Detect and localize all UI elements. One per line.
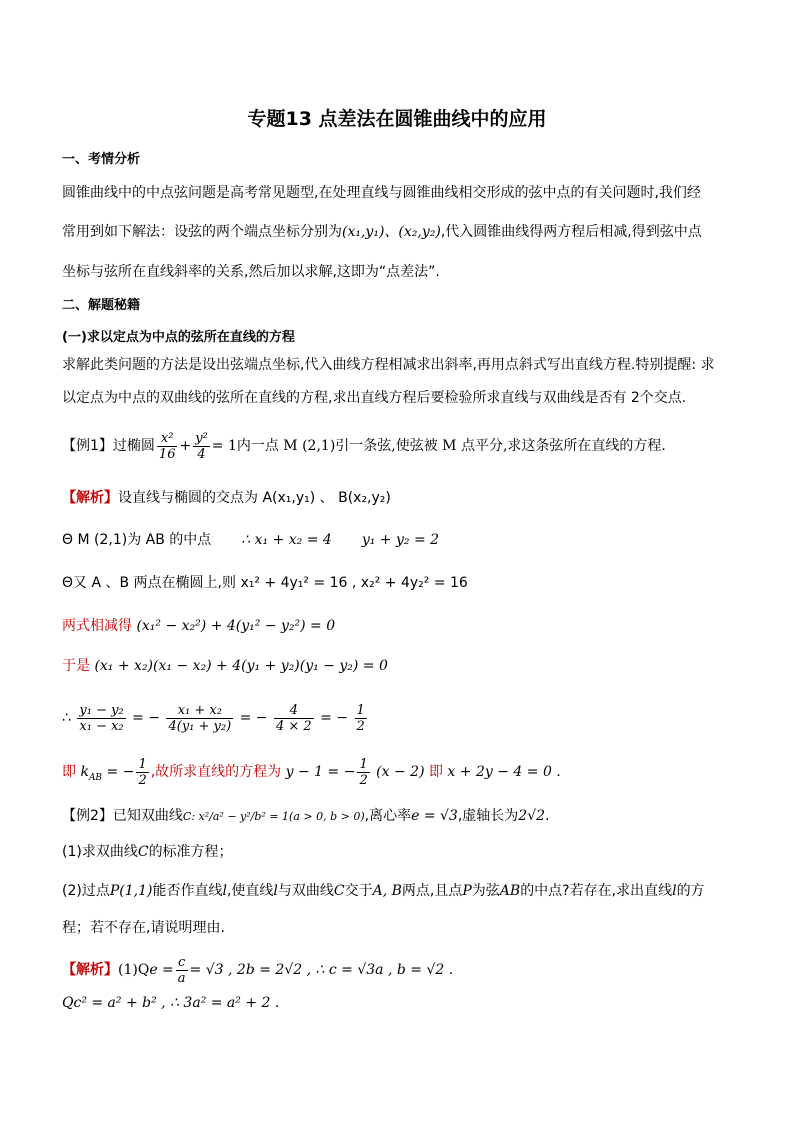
solution-line: Qc² = a² + b² , ∴ 3a² = a² + 2 .	[62, 995, 280, 1011]
fraction: $\frac{\text{y²}}{4}$	[195, 430, 208, 462]
question-2-cont: 程；若不存在,请说明理由.	[62, 920, 225, 936]
solution-label: 【解析】	[62, 962, 118, 978]
solution-label: 【解析】	[62, 490, 118, 506]
paragraph-line: 求解此类问题的方法是设出弦端点坐标,代入曲线方程相减求出斜率,再用点斜式写出直线方程.特别提醒: 求	[62, 357, 715, 373]
page-title: 专题13 点差法在圆锥曲线中的应用	[247, 108, 547, 130]
section-heading-tips: 二、解题秘籍	[62, 298, 141, 313]
subsection-heading: (一)求以定点为中点的弦所在直线的方程	[62, 330, 295, 345]
example-2: 【例2】已知双曲线C: x²/a² − y²/b² = 1(a > 0, b > 0),离心率e = √3,虚轴长为2√2.	[62, 808, 550, 824]
question-2: (2)过点P(1,1)能否作直线l,使直线l与双曲线C交于A, B两点,且点P为弦AB的中点?若存在,求出直线l的方	[62, 883, 705, 899]
example-1: 【例1】过椭圆 $\frac{\text{x²}}{16}$ + $\frac{\text{y²}}{4}$ = 1内一点 M (2,1)引一条弦,使弦被 M 点平分,求这条弦所在直线的方程.	[62, 430, 666, 462]
paragraph-line: 坐标与弦所在直线斜率的关系,然后加以求解,这即为“点差法”.	[62, 264, 440, 280]
solution-line: 两式相减得 (x₁² − x₂²) + 4(y₁² − y₂²) = 0	[62, 618, 336, 634]
example-label: 【例1】	[62, 438, 113, 454]
endpoint-coords: (x₁,y₁)、(x₂,y₂)	[342, 224, 441, 240]
section-heading-analysis: 一、考情分析	[62, 152, 141, 167]
solution-line: 【解析】(1)Qe = $\frac{c}{a}$ = √3 , 2b = 2√2 , ∴ c = √3a , b = √2 .	[62, 954, 454, 986]
paragraph-line: 以定点为中点的双曲线的弦所在直线的方程,求出直线方程后要检验所求直线与双曲线是否有 2个交点.	[62, 390, 687, 406]
solution-fraction-line: ∴ $\frac{\text{y₁ − y₂}}{\text{x₁ − x₂}}$ = − $\frac{\text{x₁ + x₂}}{\text{4(y₁ + y₂)}}$ = − $\frac{4}{4 \times 2}$ = − $\frac{1}{2}$	[62, 702, 365, 734]
solution-line: Θ M (2,1)为 AB 的中点 ∴ x₁ + x₂ = 4 y₁ + y₂ = 2	[62, 532, 440, 548]
solution-line: Θ又 A 、B 两点在椭圆上,则 x₁² + 4y₁² = 16 , x₂² + 4y₂² = 16	[62, 575, 468, 591]
paragraph-line: 常用到如下解法：设弦的两个端点坐标分别为(x₁,y₁)、(x₂,y₂),代入圆锥曲线得两方程后相减,得到弦中点	[62, 224, 702, 240]
question-1: (1)求双曲线C的标准方程；	[62, 844, 233, 860]
solution-line: 【解析】设直线与椭圆的交点为 A(x₁,y₁) 、 B(x₂,y₂)	[62, 490, 391, 506]
example-label: 【例2】	[62, 808, 113, 824]
solution-line: 于是 (x₁ + x₂)(x₁ − x₂) + 4(y₁ + y₂)(y₁ − y₂) = 0	[62, 658, 388, 674]
solution-answer-line: 即 $k_{AB}$ = − $\frac{1}{2}$ ,故所求直线的方程为 y − 1 = − $\frac{1}{2}$ (x − 2) 即 x + 2y − 4 = 0 .	[62, 756, 561, 788]
paragraph-line: 圆锥曲线中的中点弦问题是高考常见题型,在处理直线与圆锥曲线相交形成的弦中点的有关问题时,我们经	[62, 185, 701, 201]
fraction: $\frac{\text{x²}}{16}$	[158, 430, 176, 462]
